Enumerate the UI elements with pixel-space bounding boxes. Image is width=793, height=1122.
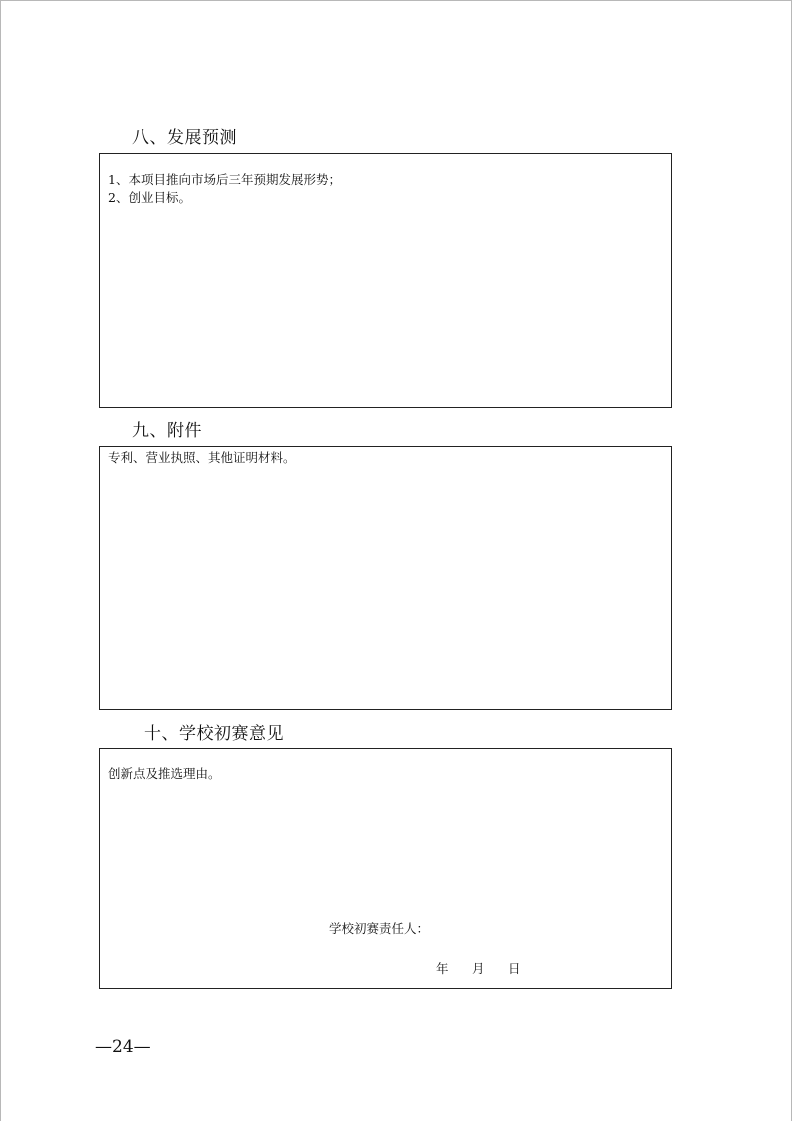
section-heading-attachments: 九、附件 xyxy=(132,421,202,441)
page-number: —24— xyxy=(95,1037,151,1057)
school-opinion-text: 创新点及推选理由。 xyxy=(108,766,221,781)
date-month: 月 xyxy=(472,961,485,976)
attachments-box xyxy=(99,446,672,710)
section-heading-school-opinion: 十、学校初赛意见 xyxy=(144,724,284,744)
attachments-text: 专利、营业执照、其他证明材料。 xyxy=(108,450,296,465)
date-year: 年 xyxy=(436,961,449,976)
development-box xyxy=(99,153,672,408)
development-line-1: 1、本项目推向市场后三年预期发展形势； xyxy=(108,172,341,187)
section-heading-development: 八、发展预测 xyxy=(132,128,237,148)
school-opinion-box xyxy=(99,748,672,989)
responsible-person-label: 学校初赛责任人： xyxy=(329,921,430,936)
development-line-2: 2、创业目标。 xyxy=(108,190,191,205)
date-day: 日 xyxy=(508,961,521,976)
